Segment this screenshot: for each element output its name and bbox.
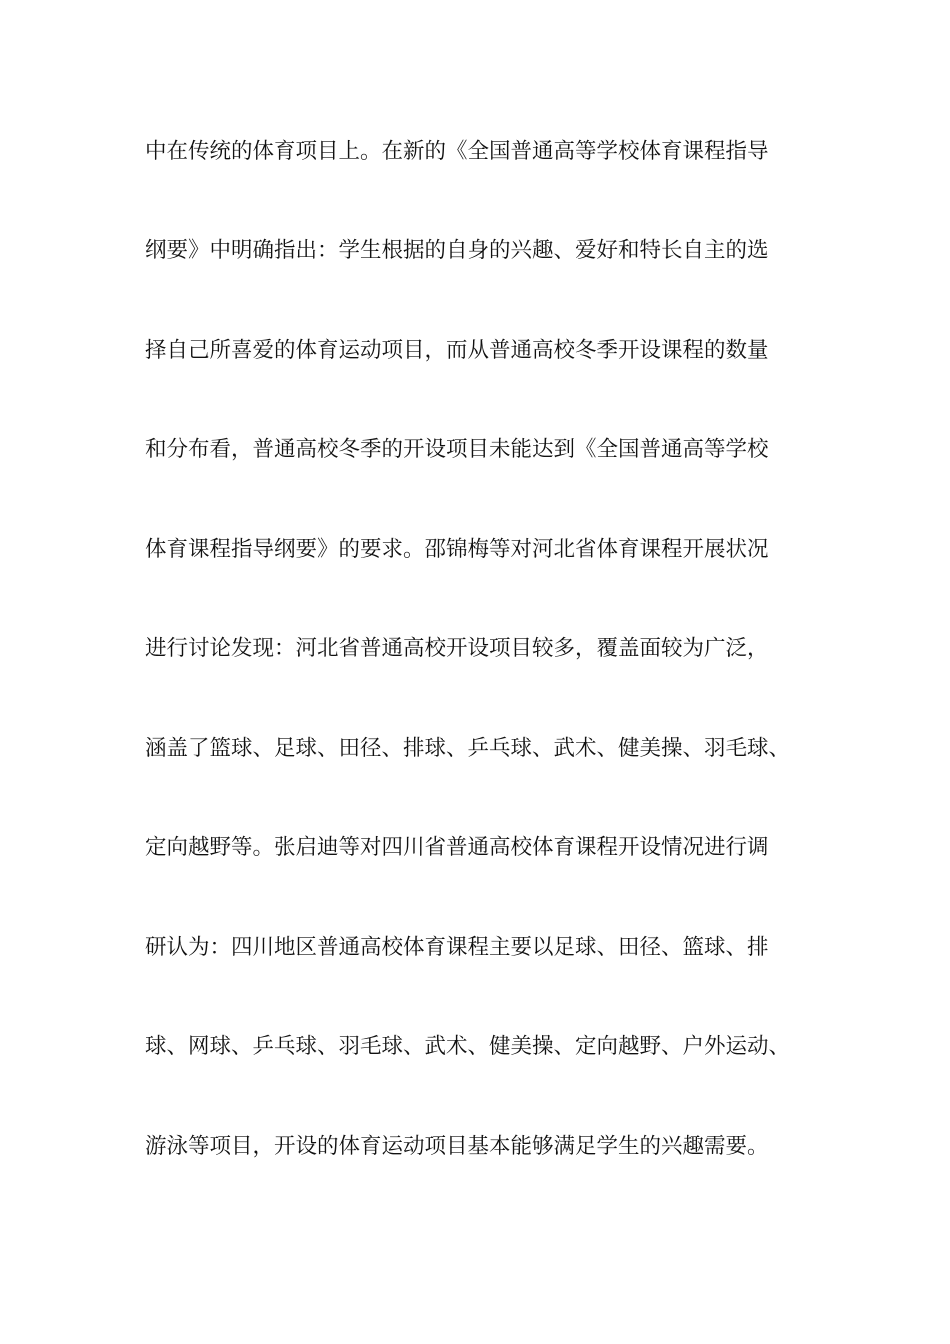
text-line: 和分布看，普通高校冬季的开设项目未能达到《全国普通高等学校 <box>145 437 769 462</box>
text-line: 球、网球、乒乓球、羽毛球、武术、健美操、定向越野、户外运动、 <box>145 1034 791 1059</box>
text-line: 定向越野等。张启迪等对四川省普通高校体育课程开设情况进行调 <box>145 835 769 860</box>
text-line: 游泳等项目，开设的体育运动项目基本能够满足学生的兴趣需要。 <box>145 1134 769 1159</box>
text-line: 涵盖了篮球、足球、田径、排球、乒乓球、武术、健美操、羽毛球、 <box>145 736 791 761</box>
text-line: 体育课程指导纲要》的要求。邵锦梅等对河北省体育课程开展状况 <box>145 537 769 562</box>
text-line: 纲要》中明确指出：学生根据的自身的兴趣、爱好和特长自主的选 <box>145 238 769 263</box>
text-line: 中在传统的体育项目上。在新的《全国普通高等学校体育课程指导 <box>145 139 769 164</box>
text-line: 研认为：四川地区普通高校体育课程主要以足球、田径、篮球、排 <box>145 935 769 960</box>
text-line: 择自己所喜爱的体育运动项目，而从普通高校冬季开设课程的数量 <box>145 338 769 363</box>
text-line: 进行讨论发现：河北省普通高校开设项目较多，覆盖面较为广泛， <box>145 636 769 661</box>
